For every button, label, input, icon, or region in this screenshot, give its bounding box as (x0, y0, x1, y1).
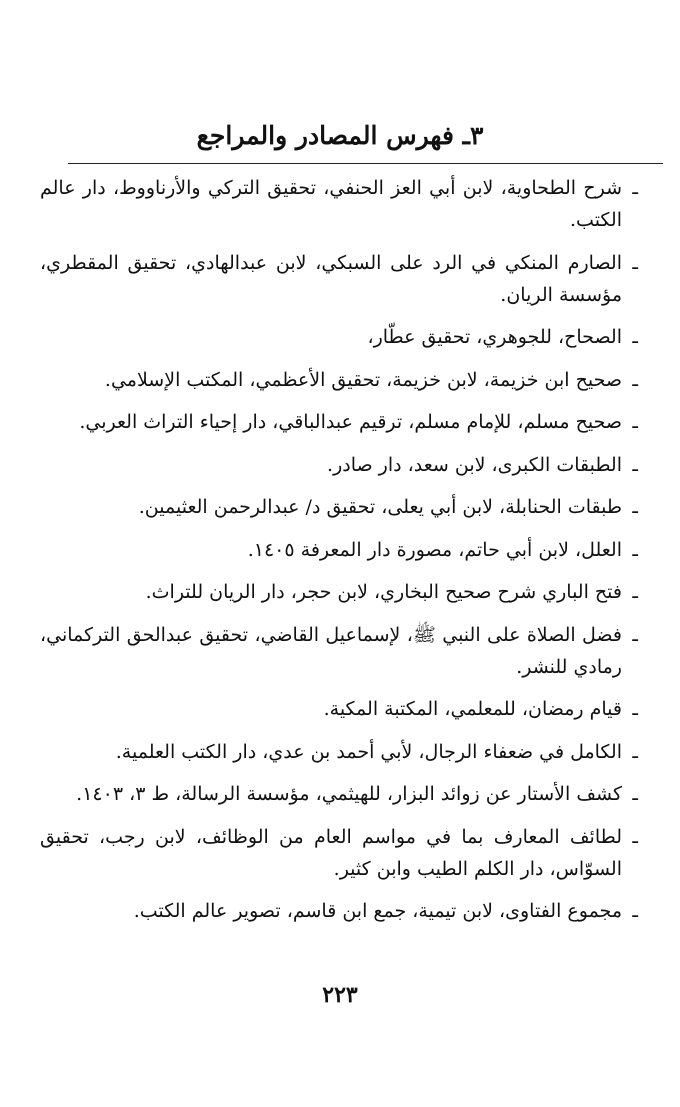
entry-dash: ـ (632, 496, 638, 518)
entry-text: الصحاح، للجوهري، تحقيق عطّار، (367, 326, 622, 348)
bibliography-entry (40, 449, 638, 481)
bibliography-entry (40, 491, 638, 523)
entry-text: صحيح ابن خزيمة، لابن خزيمة، تحقيق الأعظمي، المكتب الإسلامي. (104, 368, 622, 391)
entry-dash: ـ (632, 411, 638, 433)
bibliography-entry (40, 821, 638, 885)
entry-text: فضل الصلاة على النبي ﷺ، لإسماعيل القاضي، تحقيق عبدالحق التركماني، رمادي للنشر. (40, 623, 622, 678)
entry-text: صحيح مسلم، للإمام مسلم، ترقيم عبدالباقي، دار إحياء التراث العربي. (79, 411, 622, 433)
page-title: ٣ـ فهرس المصادر والمراجع (196, 121, 484, 150)
entry-dash: ـ (632, 368, 638, 391)
entry-dash: ـ (632, 698, 638, 720)
bibliography-entry (40, 778, 638, 810)
bibliography-entry (40, 406, 638, 438)
page-number: ٢٢٣ (322, 982, 358, 1008)
bibliography-entry (40, 321, 638, 353)
entry-dash: ـ (632, 251, 638, 274)
entry-text: مجموع الفتاوى، لابن تيمية، جمع ابن قاسم، تصوير عالم الكتب. (133, 900, 622, 922)
entry-text: شرح الطحاوية، لابن أبي العز الحنفي، تحقيق التركي والأرناووط، دار عالم الكتب. (40, 177, 622, 231)
entry-text: فتح الباري شرح صحيح البخاري، لابن حجر، دار الريان للتراث. (145, 581, 622, 603)
entry-text: لطائف المعارف بما في مواسم العام من الوظائف، لابن رجب، تحقيق السوّاس، دار الكلم الطيب وابن كثير. (40, 825, 622, 880)
entry-dash: ـ (632, 623, 638, 646)
bibliography-entry (40, 736, 638, 768)
bibliography-entry (40, 534, 638, 566)
entry-text: كشف الأستار عن زوائد البزار، للهيثمي، مؤسسة الرسالة، ط ٣، ١٤٠٣. (76, 783, 622, 805)
entry-text: الطبقات الكبرى، لابن سعد، دار صادر. (327, 453, 622, 476)
entry-text: الصارم المنكي في الرد على السبكي، لابن عبدالهادي، تحقيق المقطري، مؤسسة الريان. (40, 251, 622, 306)
bibliography-entry (40, 693, 638, 725)
bibliography-entry (40, 619, 638, 683)
entry-dash: ـ (632, 177, 638, 199)
bibliography-list (40, 172, 638, 938)
bibliography-entry (40, 364, 638, 396)
bibliography-entry (40, 247, 638, 311)
entry-text: الكامل في ضعفاء الرجال، لأبي أحمد بن عدي، دار الكتب العلمية. (115, 740, 622, 763)
entry-dash: ـ (632, 538, 638, 561)
entry-dash: ـ (632, 453, 638, 476)
entry-dash: ـ (632, 740, 638, 763)
entry-dash: ـ (632, 825, 638, 848)
entry-text: العلل، لابن أبي حاتم، مصورة دار المعرفة ١٤٠٥. (247, 538, 622, 561)
entry-dash: ـ (632, 900, 638, 922)
entry-dash: ـ (632, 581, 638, 603)
entry-text: قيام رمضان، للمعلمي، المكتبة المكية. (323, 698, 622, 720)
bibliography-entry (40, 172, 638, 236)
entry-text: طبقات الحنابلة، لابن أبي يعلى، تحقيق د/ عبدالرحمن العثيمين. (138, 496, 622, 518)
bibliography-entry (40, 576, 638, 608)
entry-dash: ـ (632, 326, 638, 348)
bibliography-entry (40, 895, 638, 927)
entry-dash: ـ (632, 783, 638, 805)
title-divider (68, 163, 663, 164)
